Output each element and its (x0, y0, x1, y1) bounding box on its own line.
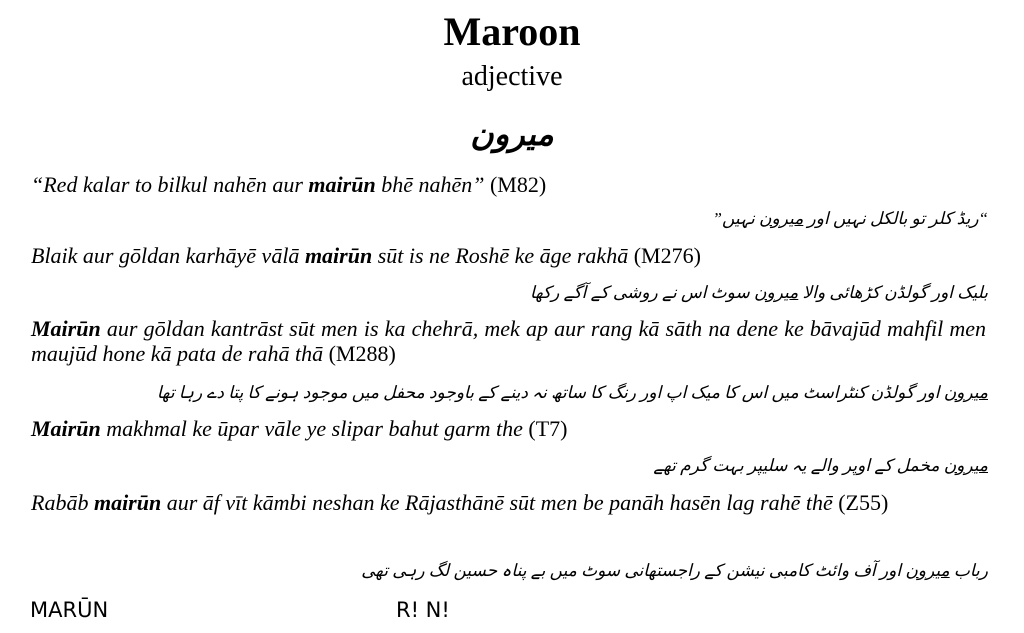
example-latin-4: Mairūn makhmal ke ūpar vāle ye slipar bahut garm the (T7) (31, 416, 568, 441)
part-of-speech: adjective (461, 61, 563, 92)
example-urdu-3: میرون اور گولڈن کنٹراسٹ میں اس کا میک اپ اور رنگ کا ساتھ نہ دینے کے باوجود محفل میں موجود ہونے کا پتا دے رہا تھا (156, 383, 988, 402)
urdu-headword: میرون (470, 116, 554, 152)
example-latin-3: Mairūn aur gōldan kantrāst sūt men is ka chehrā, mek ap aur rang kā sāth na dene ke bāvajūd mahfil men maujūd hone kā pata de rahā thā (M288) (31, 316, 986, 366)
example-latin-5: Rabāb mairūn aur āf vīt kāmbi neshan ke Rājasthānē sūt men be panāh hasēn lag rahē thē (Z55) (31, 490, 889, 515)
headword: Maroon (443, 9, 581, 54)
example-latin-2: Blaik aur gōldan karhāyē vālā mairūn sūt is ne Roshē ke āge rakhā (M276) (31, 243, 701, 268)
footer-transliteration: MARŪN (30, 598, 109, 622)
example-latin-1: “Red kalar to bilkul nahēn aur mairūn bhē nahēn” (M82) (31, 172, 547, 197)
footer-code: R! N! (396, 598, 450, 622)
example-urdu-4: میرون مخمل کے اوپر والے یہ سلیپر بہت گرم تھے (653, 456, 988, 475)
example-urdu-2: بلیک اور گولڈن کڑھائی والا میرون سوٹ اس نے روشی کے آگے رکھا (530, 283, 988, 302)
example-urdu-1: “ریڈ کلر تو بالکل نہیں اور میرون نہیں” (712, 209, 988, 228)
example-urdu-5: رباب میرون اور آف وائٹ کامبی نیشن کے راجستھانی سوٹ میں بے پناہ حسین لگ رہی تھی (361, 561, 988, 580)
